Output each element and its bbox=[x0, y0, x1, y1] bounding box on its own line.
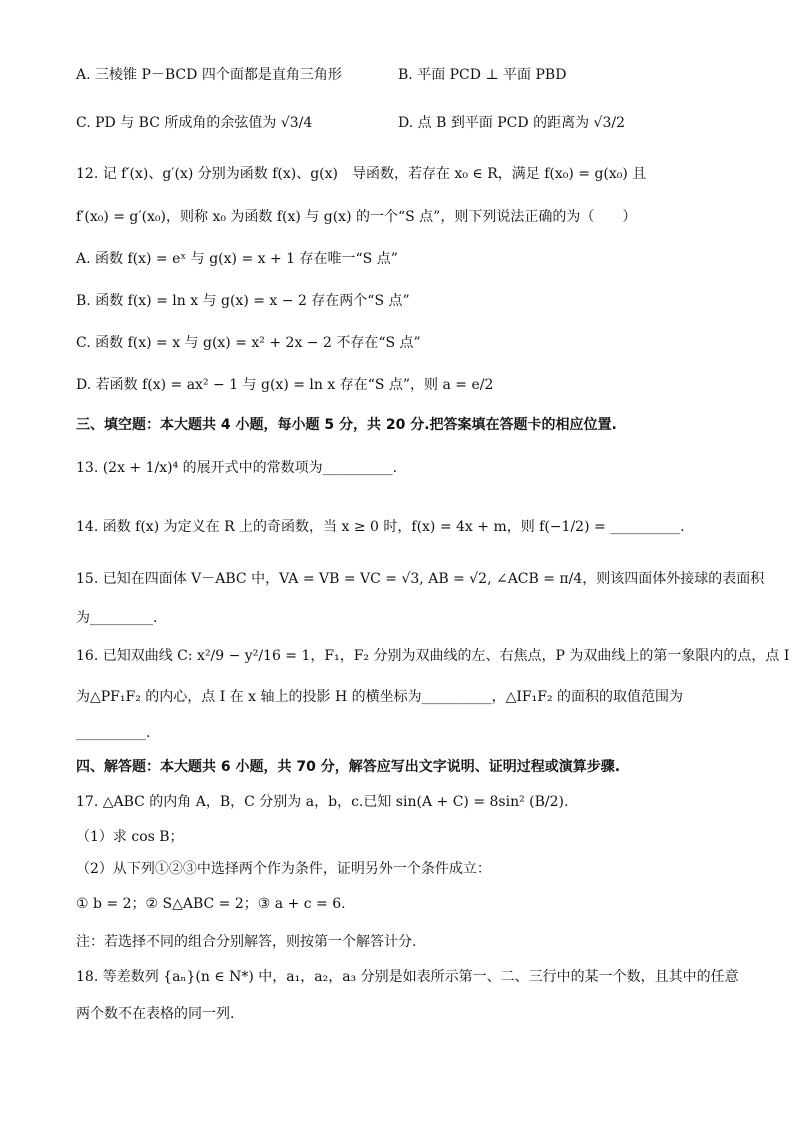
q16-line-1: 16. 已知双曲线 C: x²/9 − y²/16 = 1，F₁，F₂ 分别为双曲线的左、右焦点，P 为双曲线上的第一象限内的点，点 I bbox=[76, 648, 790, 664]
option-11-c: C. PD 与 BC 所成角的余弦值为 √3/4 bbox=[76, 115, 313, 131]
q17-conditions: ① b = 2；② S△ABC = 2；③ a + c = 6. bbox=[76, 896, 346, 912]
q16-line-2: 为△PF₁F₂ 的内心，点 I 在 x 轴上的投影 H 的横坐标为__________，△IF₁F₂ 的面积的取值范围为 bbox=[76, 689, 684, 705]
q12-option-c: C. 函数 f(x) = x 与 g(x) = x² + 2x − 2 不存在“S 点” bbox=[76, 335, 421, 351]
q15-line-1: 15. 已知在四面体 V－ABC 中，VA = VB = VC = √3, AB = √2, ∠ACB = π/4，则该四面体外接球的表面积 bbox=[76, 571, 765, 587]
section-4-heading: 四、解答题：本大题共 6 小题，共 70 分，解答应写出文字说明、证明过程或演算步骤. bbox=[76, 759, 621, 775]
q17-part-1: （1）求 cos B； bbox=[76, 829, 184, 845]
q17-part-2: （2）从下列①②③中选择两个作为条件，证明另外一个条件成立： bbox=[76, 861, 491, 877]
q14: 14. 函数 f(x) 为定义在 R 上的奇函数，当 x ≥ 0 时，f(x) = 4x + m，则 f(−1/2) = __________. bbox=[76, 519, 685, 535]
option-11-a: A. 三棱锥 P－BCD 四个面都是直角三角形 bbox=[76, 67, 342, 83]
q12-option-a: A. 函数 f(x) = eˣ 与 g(x) = x + 1 存在唯一“S 点” bbox=[76, 251, 398, 267]
q13: 13. (2x + 1/x)⁴ 的展开式中的常数项为__________. bbox=[76, 460, 398, 476]
q18-line-2: 两个数不在表格的同一列. bbox=[76, 1006, 235, 1022]
q17-line-1: 17. △ABC 的内角 A，B，C 分别为 a，b，c.已知 sin(A + C) = 8sin² (B/2). bbox=[76, 794, 569, 810]
q12-stem-line-2: f′(x₀) = g′(x₀)，则称 x₀ 为函数 f(x) 与 g(x) 的一个“S 点”，则下列说法正确的为（ ） bbox=[76, 209, 637, 225]
q12-option-d: D. 若函数 f(x) = ax² − 1 与 g(x) = ln x 存在“S 点”，则 a = e/2 bbox=[76, 377, 494, 393]
q12-option-b: B. 函数 f(x) = ln x 与 g(x) = x − 2 存在两个“S 点” bbox=[76, 293, 410, 309]
q16-line-3: __________. bbox=[76, 725, 151, 741]
q15-line-2: 为_________. bbox=[76, 610, 158, 626]
option-11-d: D. 点 B 到平面 PCD 的距离为 √3/2 bbox=[398, 115, 625, 131]
q17-note: 注：若选择不同的组合分别解答，则按第一个解答计分. bbox=[76, 934, 417, 950]
option-11-b: B. 平面 PCD ⊥ 平面 PBD bbox=[398, 67, 567, 83]
q18-line-1: 18. 等差数列 {aₙ}(n ∈ N*) 中，a₁，a₂，a₃ 分别是如表所示第一、二、三行中的某一个数，且其中的任意 bbox=[76, 969, 739, 985]
section-3-heading: 三、填空题：本大题共 4 小题，每小题 5 分，共 20 分.把答案填在答题卡的相应位置. bbox=[76, 417, 617, 433]
q12-stem-line-1: 12. 记 f′(x)、g′(x) 分别为函数 f(x)、g(x) 导函数，若存在 x₀ ∈ R，满足 f(x₀) = g(x₀) 且 bbox=[76, 166, 647, 182]
